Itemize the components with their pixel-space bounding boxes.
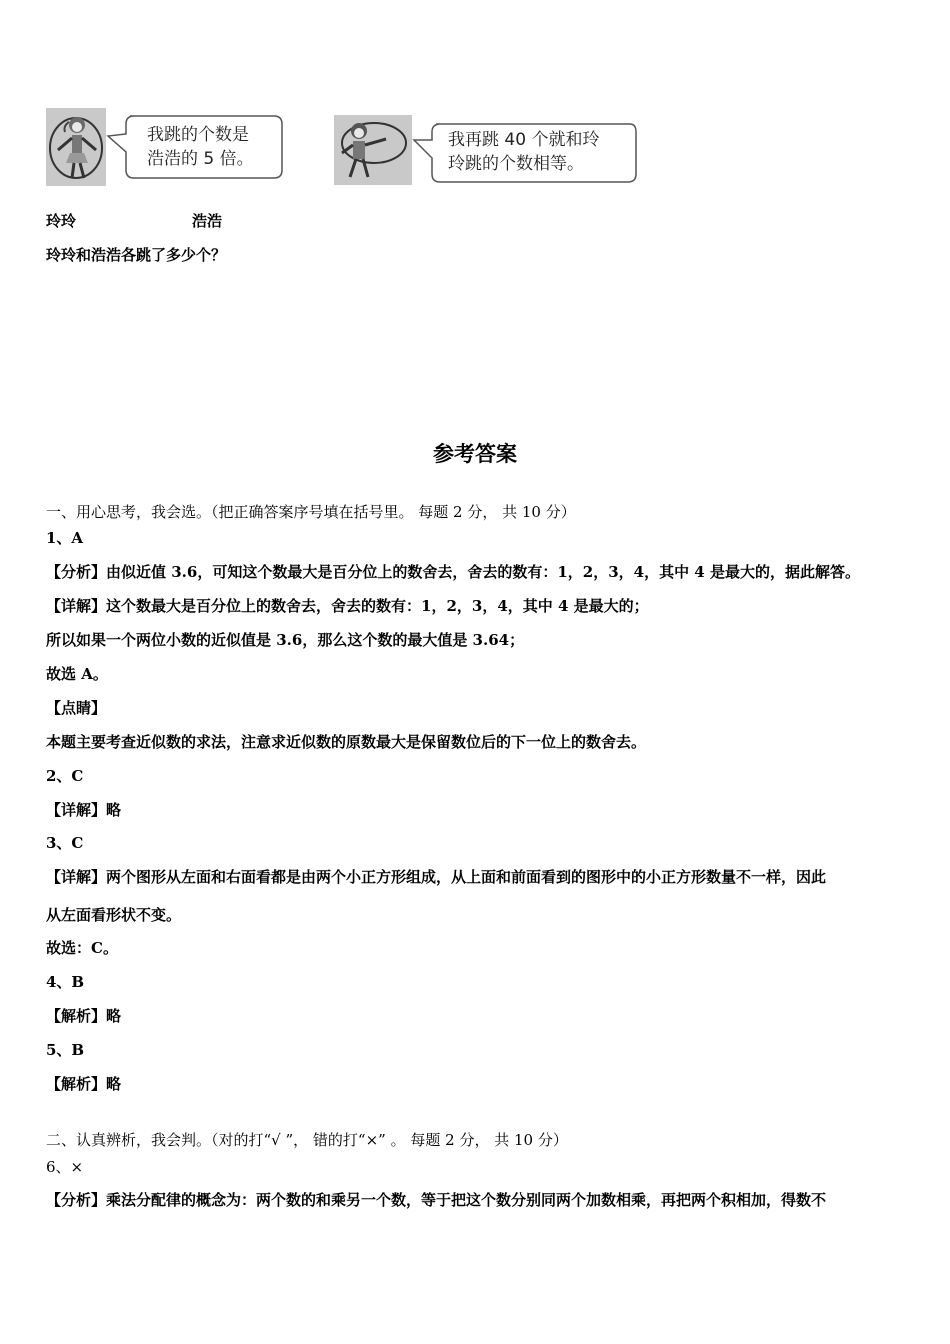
answer-5: 5、B bbox=[46, 1041, 85, 1059]
answer-1-tip: 本题主要考查近似数的求法，注意求近似数的原数最大是保留数位后的下一位上的数舍去。 bbox=[46, 733, 647, 751]
answer-1-tip-label: 【点睛】 bbox=[46, 699, 107, 717]
left-speech-line-2: 浩浩的 5 倍。 bbox=[147, 149, 254, 169]
answer-4: 4、B bbox=[46, 973, 85, 991]
problem-question: 玲玲和浩浩各跳了多少个？ bbox=[46, 246, 227, 264]
answer-1-choice: 故选 A。 bbox=[46, 665, 108, 683]
answer-2-detail: 【详解】略 bbox=[46, 801, 122, 819]
answer-1: 1、A bbox=[46, 529, 84, 547]
answer-6: 6、× bbox=[46, 1158, 84, 1176]
answer-section-title: 参考答案 bbox=[433, 441, 517, 466]
name-label-haohao: 浩浩 bbox=[192, 212, 223, 230]
answer-1-detail: 【详解】这个数最大是百分位上的数舍去，舍去的数有：1，2，3，4，其中 4 是最大的； bbox=[46, 597, 649, 615]
section-two-heading: 二、认真辨析，我会判。（对的打“√ ”， 错的打“×” 。 每题 2 分， 共 10 分） bbox=[46, 1131, 568, 1149]
answer-1-analysis: 【分析】由似近值 3.6，可知这个数最大是百分位上的数舍去，舍去的数有：1，2，3，4，其中 4 是最大的，据此解答。 bbox=[46, 563, 860, 581]
answer-3-detail: 【详解】两个图形从左面和右面看都是由两个小正方形组成，从上面和前面看到的图形中的小正方形数量不一样，因此 bbox=[46, 868, 827, 886]
answer-1-detail-cont: 所以如果一个两位小数的近似值是 3.6，那么这个数的最大值是 3.64； bbox=[46, 631, 525, 649]
answer-5-explanation: 【解析】略 bbox=[46, 1075, 122, 1093]
girl-jump-rope-illustration bbox=[46, 108, 106, 186]
answer-3-choice: 故选：C。 bbox=[46, 939, 118, 957]
section-one-heading: 一、用心思考，我会选。（把正确答案序号填在括号里。 每题 2 分， 共 10 分） bbox=[46, 503, 576, 521]
answer-6-analysis: 【分析】乘法分配律的概念为：两个数的和乘另一个数，等于把这个数分别同两个加数相乘，再把两个积相加，得数不 bbox=[46, 1191, 827, 1209]
right-speech-line-1: 我再跳 40 个就和玲 bbox=[448, 130, 600, 150]
answer-4-explanation: 【解析】略 bbox=[46, 1007, 122, 1025]
answer-3-detail-cont: 从左面看形状不变。 bbox=[46, 906, 182, 924]
right-speech-line-2: 玲跳的个数相等。 bbox=[448, 154, 584, 174]
answer-3: 3、C bbox=[46, 834, 84, 852]
boy-jump-rope-illustration bbox=[334, 115, 412, 185]
left-speech-line-1: 我跳的个数是 bbox=[147, 125, 249, 145]
answer-2: 2、C bbox=[46, 767, 84, 785]
name-label-lingling: 玲玲 bbox=[46, 212, 77, 230]
